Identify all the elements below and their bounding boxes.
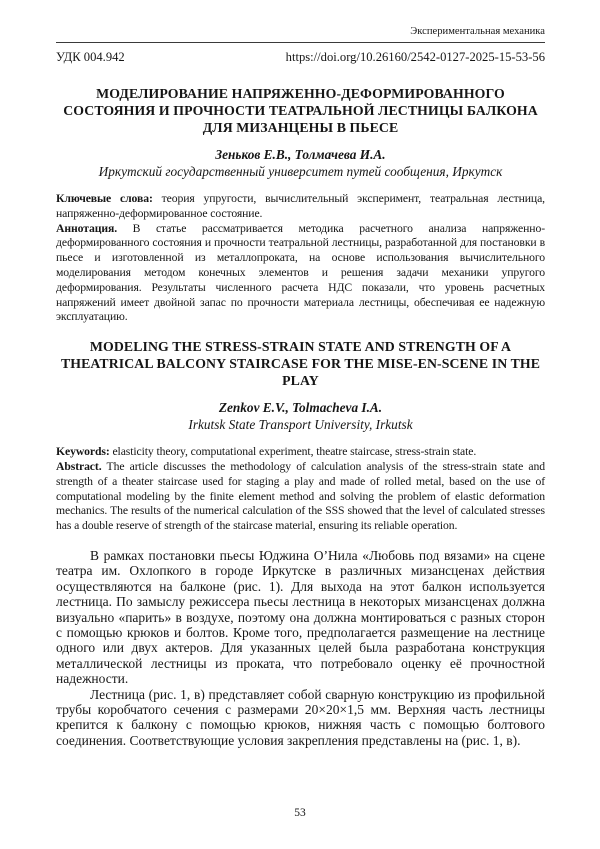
abstract-label-ru: Аннотация. — [56, 221, 118, 235]
affiliation-en: Irkutsk State Transport University, Irkutsk — [188, 416, 413, 432]
authors-ru: Зеньков Е.В., Толмачева И.А. — [215, 147, 386, 162]
body-paragraph: В рамках постановки пьесы Юджина О’Нила «Любовь под вязами» на сцене театра им. Охлопкого в городе Иркутске в различных мизансценах действия осуществляются на балконе (рис. 1). Для выхода на этот балкон используется лестница. По замыслу режиссера пьесы лестница в некоторых мизансценах должна визуально «парить» в воздухе, поэтому она должна монтироваться с разных сторон с помощью крюков и болтов. Кроме того, предполагается размещение на лестнице одного или двух актеров. Для указанных целей была разработана конструкция металлической лестницы из проката, что потребовало оценку её прочностной надежности. — [56, 547, 545, 687]
keywords-label-en: Keywords: — [56, 445, 110, 459]
abstract-text-ru: В статье рассматривается методика расчетного анализа напряженно-деформированного состояния и прочности театральной лестницы, разработанной для постановки в пьесе и изготовленной из металлопроката, на основе использования вычислительного моделирования методом конечных элементов и решения задачи механики упругого деформирования. Результаты численного расчета НДС показали, что уровень расчетных напряжений имеет двойной запас по прочности материала лестницы, обеспечивая ее надежную эксплуатацию. — [56, 221, 545, 324]
meta-block-ru — [56, 192, 545, 325]
keywords-ru — [56, 192, 545, 222]
keywords-label-ru: Ключевые слова: — [56, 192, 153, 205]
udc-code: УДК 004.942 — [56, 50, 125, 64]
meta-block-en — [56, 445, 545, 534]
keywords-text-en: elasticity theory, computational experiment, theatre staircase, stress-strain state. — [112, 445, 477, 459]
header-rule — [56, 42, 545, 43]
identifier-row — [56, 50, 545, 65]
abstract-label-en: Abstract. — [56, 459, 102, 473]
article-title-ru: МОДЕЛИРОВАНИЕ НАПРЯЖЕННО-ДЕФОРМИРОВАННОГО СОСТОЯНИЯ И ПРОЧНОСТИ ТЕАТРАЛЬНОЙ ЛЕСТНИЦЫ БАЛКОНА ДЛЯ МИЗАНЦЕНЫ В ПЬЕСЕ — [63, 86, 538, 135]
authors-en: Zenkov E.V., Tolmacheva I.A. — [218, 400, 383, 416]
abstract-en — [56, 460, 545, 534]
keywords-en — [56, 445, 545, 460]
affiliation-ru: Иркутский государственный университет путей сообщения, Иркутск — [98, 163, 503, 179]
article-body — [56, 548, 545, 748]
byline-en — [56, 400, 545, 433]
body-paragraph: Лестница (рис. 1, в) представляет собой сварную конструкцию из профильной трубы коробчатого сечения с размерами 20×20×1,5 мм. Верхняя часть лестницы крепится к балкону с помощью крюков, нижняя часть с помощью болтового соединения. Соответствующие условия закрепления представлены на (рис. 1, в). — [56, 686, 545, 748]
abstract-ru — [56, 222, 545, 326]
article-title-en: MODELING THE STRESS-STRAIN STATE AND STRENGTH OF A THEATRICAL BALCONY STAIRCASE FOR THE MISE-EN-SCENE IN THE PLAY — [60, 339, 541, 389]
keywords-text-ru: теория упругости, вычислительный эксперимент, театральная лестница, напряженно-деформированное состояние. — [56, 192, 545, 220]
abstract-text-en: The article discusses the methodology of calculation analysis of the stress-strain state and strength of a theater staircase used for staging a play and made of rolled metal, based on the use of computational modeling by the finite element method and solving the problem of elastic deformation mechanics. The results of the numerical calculation of the SSS showed that the level of calculated stresses has a double reserve of strength of the staircase material, ensuring its reliable operation. — [56, 459, 545, 533]
byline-ru — [56, 147, 545, 180]
journal-running-head: Экспериментальная механика — [410, 26, 545, 37]
page-number: 53 — [294, 807, 306, 819]
doi-link[interactable]: https://doi.org/10.26160/2542-0127-2025-15-53-56 — [285, 50, 545, 64]
